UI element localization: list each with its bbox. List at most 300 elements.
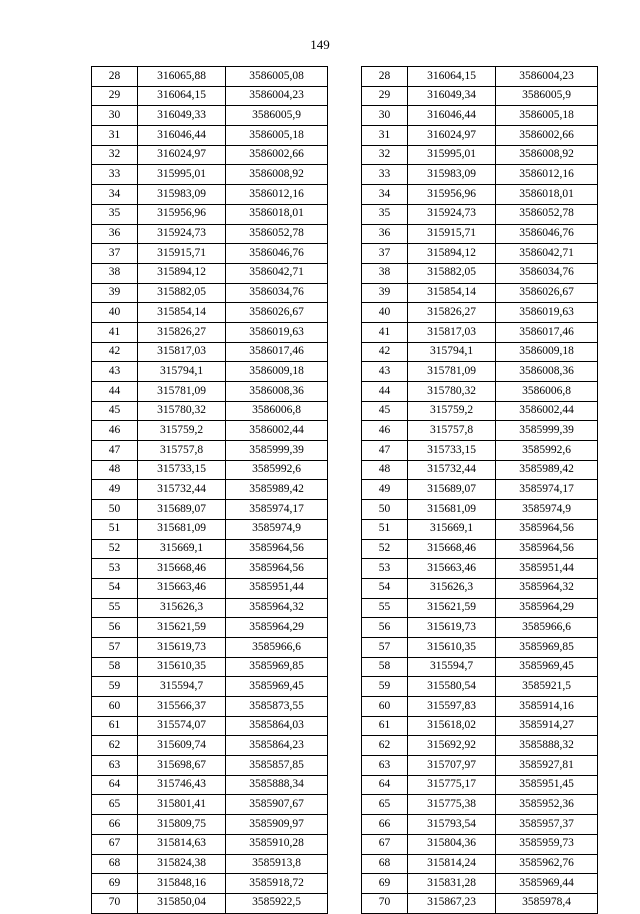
y-coordinate-cell: 3586004,23: [226, 86, 328, 106]
point-number-cell: 52: [92, 539, 138, 559]
y-coordinate-cell: 3586046,76: [496, 224, 598, 244]
x-coordinate-cell: 315689,07: [138, 500, 226, 520]
table-row: [362, 893, 598, 913]
point-number-cell: 50: [362, 500, 408, 520]
x-coordinate-cell: 315848,16: [138, 874, 226, 894]
table-row: [362, 756, 598, 776]
x-coordinate-cell: 315983,09: [138, 185, 226, 205]
point-number-cell: 59: [92, 677, 138, 697]
table-row: [92, 145, 328, 165]
x-coordinate-cell: 315689,07: [408, 480, 496, 500]
x-coordinate-cell: 315580,54: [408, 677, 496, 697]
x-coordinate-cell: 315609,74: [138, 736, 226, 756]
x-coordinate-cell: 315995,01: [138, 165, 226, 185]
point-number-cell: 55: [362, 598, 408, 618]
point-number-cell: 69: [92, 874, 138, 894]
y-coordinate-cell: 3586012,16: [226, 185, 328, 205]
point-number-cell: 41: [92, 322, 138, 342]
y-coordinate-cell: 3585857,85: [226, 756, 328, 776]
table-row: [362, 736, 598, 756]
y-coordinate-cell: 3586005,18: [226, 126, 328, 146]
point-number-cell: 48: [92, 460, 138, 480]
table-row: [362, 382, 598, 402]
y-coordinate-cell: 3586008,92: [226, 165, 328, 185]
point-number-cell: 65: [362, 795, 408, 815]
point-number-cell: 59: [362, 677, 408, 697]
point-number-cell: 46: [362, 421, 408, 441]
point-number-cell: 47: [92, 441, 138, 461]
table-row: [362, 185, 598, 205]
x-coordinate-cell: 315924,73: [138, 224, 226, 244]
x-coordinate-cell: 315831,28: [408, 874, 496, 894]
table-row: [92, 86, 328, 106]
point-number-cell: 67: [362, 834, 408, 854]
y-coordinate-cell: 3586002,44: [496, 401, 598, 421]
table-row: [92, 303, 328, 323]
y-coordinate-cell: 3586008,36: [496, 362, 598, 382]
point-number-cell: 33: [362, 165, 408, 185]
point-number-cell: 34: [92, 185, 138, 205]
x-coordinate-cell: 315759,2: [138, 421, 226, 441]
point-number-cell: 45: [362, 401, 408, 421]
table-row: [92, 362, 328, 382]
x-coordinate-cell: 316046,44: [138, 126, 226, 146]
y-coordinate-cell: 3586052,78: [226, 224, 328, 244]
point-number-cell: 47: [362, 441, 408, 461]
table-row: [362, 86, 598, 106]
table-row: [362, 480, 598, 500]
x-coordinate-cell: 315668,46: [408, 539, 496, 559]
table-row: [92, 736, 328, 756]
y-coordinate-cell: 3586009,18: [226, 362, 328, 382]
table-row: [92, 618, 328, 638]
point-number-cell: 64: [362, 775, 408, 795]
x-coordinate-cell: 315775,17: [408, 775, 496, 795]
x-coordinate-cell: 315621,59: [138, 618, 226, 638]
table-row: [92, 401, 328, 421]
page-number: 149: [310, 37, 330, 52]
point-number-cell: 45: [92, 401, 138, 421]
x-coordinate-cell: 315681,09: [408, 500, 496, 520]
y-coordinate-cell: 3585964,29: [496, 598, 598, 618]
point-number-cell: 29: [92, 86, 138, 106]
y-coordinate-cell: 3585951,45: [496, 775, 598, 795]
y-coordinate-cell: 3586002,44: [226, 421, 328, 441]
y-coordinate-cell: 3585964,56: [226, 559, 328, 579]
table-row: [92, 578, 328, 598]
y-coordinate-cell: 3585966,6: [226, 637, 328, 657]
point-number-cell: 68: [92, 854, 138, 874]
x-coordinate-cell: 315826,27: [138, 322, 226, 342]
x-coordinate-cell: 315757,8: [138, 441, 226, 461]
x-coordinate-cell: 315924,73: [408, 204, 496, 224]
point-number-cell: 48: [362, 460, 408, 480]
point-number-cell: 62: [362, 736, 408, 756]
x-coordinate-cell: 315775,38: [408, 795, 496, 815]
table-row: [362, 637, 598, 657]
table-row: [362, 145, 598, 165]
table-row: [92, 441, 328, 461]
y-coordinate-cell: 3585921,5: [496, 677, 598, 697]
table-row: [92, 539, 328, 559]
x-coordinate-cell: 315826,27: [408, 303, 496, 323]
x-coordinate-cell: 315894,12: [408, 244, 496, 264]
x-coordinate-cell: 315668,46: [138, 559, 226, 579]
x-coordinate-cell: 315956,96: [408, 185, 496, 205]
y-coordinate-cell: 3585962,76: [496, 854, 598, 874]
y-coordinate-cell: 3586005,18: [496, 106, 598, 126]
y-coordinate-cell: 3585999,39: [226, 441, 328, 461]
x-coordinate-cell: 315698,67: [138, 756, 226, 776]
table-row: [362, 263, 598, 283]
x-coordinate-cell: 315995,01: [408, 145, 496, 165]
y-coordinate-cell: 3585959,73: [496, 834, 598, 854]
table-row: [362, 204, 598, 224]
x-coordinate-cell: 315809,75: [138, 815, 226, 835]
point-number-cell: 31: [362, 126, 408, 146]
table-row: [92, 382, 328, 402]
y-coordinate-cell: 3586042,71: [496, 244, 598, 264]
x-coordinate-cell: 315894,12: [138, 263, 226, 283]
table-row: [92, 106, 328, 126]
x-coordinate-cell: 316049,34: [408, 86, 496, 106]
table-row: [92, 165, 328, 185]
table-row: [92, 854, 328, 874]
table-row: [92, 716, 328, 736]
table-row: [92, 185, 328, 205]
x-coordinate-cell: 315814,63: [138, 834, 226, 854]
point-number-cell: 31: [92, 126, 138, 146]
x-coordinate-cell: 316049,33: [138, 106, 226, 126]
point-number-cell: 53: [362, 559, 408, 579]
table-row: [362, 697, 598, 717]
y-coordinate-cell: 3585927,81: [496, 756, 598, 776]
x-coordinate-cell: 315619,73: [408, 618, 496, 638]
x-coordinate-cell: 315663,46: [138, 578, 226, 598]
table-row: [92, 657, 328, 677]
x-coordinate-cell: 315594,7: [138, 677, 226, 697]
x-coordinate-cell: 315732,44: [138, 480, 226, 500]
point-number-cell: 50: [92, 500, 138, 520]
point-number-cell: 34: [362, 185, 408, 205]
x-coordinate-cell: 315757,8: [408, 421, 496, 441]
y-coordinate-cell: 3585888,32: [496, 736, 598, 756]
coordinates-table-right: [361, 66, 598, 914]
point-number-cell: 49: [92, 480, 138, 500]
x-coordinate-cell: 315804,36: [408, 834, 496, 854]
y-coordinate-cell: 3586005,9: [226, 106, 328, 126]
table-row: [92, 775, 328, 795]
y-coordinate-cell: 3585914,27: [496, 716, 598, 736]
point-number-cell: 64: [92, 775, 138, 795]
point-number-cell: 32: [362, 145, 408, 165]
table-row: [362, 657, 598, 677]
x-coordinate-cell: 315626,3: [138, 598, 226, 618]
table-row: [92, 677, 328, 697]
table-row: [362, 559, 598, 579]
y-coordinate-cell: 3586019,63: [226, 322, 328, 342]
x-coordinate-cell: 315850,04: [138, 893, 226, 913]
point-number-cell: 43: [92, 362, 138, 382]
point-number-cell: 55: [92, 598, 138, 618]
y-coordinate-cell: 3585964,56: [496, 539, 598, 559]
y-coordinate-cell: 3586026,67: [226, 303, 328, 323]
y-coordinate-cell: 3585922,5: [226, 893, 328, 913]
point-number-cell: 40: [92, 303, 138, 323]
table-row: [362, 854, 598, 874]
y-coordinate-cell: 3586052,78: [496, 204, 598, 224]
y-coordinate-cell: 3585964,56: [496, 519, 598, 539]
x-coordinate-cell: 315882,05: [138, 283, 226, 303]
y-coordinate-cell: 3585888,34: [226, 775, 328, 795]
table-row: [92, 263, 328, 283]
table-row: [362, 303, 598, 323]
y-coordinate-cell: 3585964,56: [226, 539, 328, 559]
table-row: [362, 362, 598, 382]
point-number-cell: 66: [92, 815, 138, 835]
table-row: [92, 598, 328, 618]
table-row: [92, 126, 328, 146]
x-coordinate-cell: 316064,15: [138, 86, 226, 106]
y-coordinate-cell: 3586009,18: [496, 342, 598, 362]
y-coordinate-cell: 3585969,45: [226, 677, 328, 697]
y-coordinate-cell: 3586004,23: [496, 67, 598, 87]
x-coordinate-cell: 315733,15: [408, 441, 496, 461]
point-number-cell: 28: [92, 67, 138, 87]
point-number-cell: 30: [92, 106, 138, 126]
point-number-cell: 63: [92, 756, 138, 776]
table-row: [362, 677, 598, 697]
point-number-cell: 51: [362, 519, 408, 539]
table-row: [362, 401, 598, 421]
x-coordinate-cell: 315618,02: [408, 716, 496, 736]
x-coordinate-cell: 315597,83: [408, 697, 496, 717]
point-number-cell: 56: [92, 618, 138, 638]
table-row: [362, 815, 598, 835]
point-number-cell: 40: [362, 303, 408, 323]
y-coordinate-cell: 3585864,23: [226, 736, 328, 756]
y-coordinate-cell: 3586018,01: [226, 204, 328, 224]
y-coordinate-cell: 3586018,01: [496, 185, 598, 205]
point-number-cell: 28: [362, 67, 408, 87]
table-row: [362, 578, 598, 598]
table-row: [92, 559, 328, 579]
point-number-cell: 60: [362, 697, 408, 717]
x-coordinate-cell: 316024,97: [408, 126, 496, 146]
y-coordinate-cell: 3586006,8: [496, 382, 598, 402]
point-number-cell: 33: [92, 165, 138, 185]
table-row: [362, 342, 598, 362]
table-row: [92, 204, 328, 224]
y-coordinate-cell: 3586005,08: [226, 67, 328, 87]
point-number-cell: 35: [362, 204, 408, 224]
x-coordinate-cell: 315814,24: [408, 854, 496, 874]
x-coordinate-cell: 316024,97: [138, 145, 226, 165]
y-coordinate-cell: 3585969,85: [496, 637, 598, 657]
point-number-cell: 44: [362, 382, 408, 402]
table-row: [362, 874, 598, 894]
y-coordinate-cell: 3585951,44: [496, 559, 598, 579]
point-number-cell: 49: [362, 480, 408, 500]
point-number-cell: 60: [92, 697, 138, 717]
table-row: [362, 224, 598, 244]
y-coordinate-cell: 3586046,76: [226, 244, 328, 264]
point-number-cell: 30: [362, 106, 408, 126]
table-row: [362, 244, 598, 264]
table-row: [362, 519, 598, 539]
y-coordinate-cell: 3585957,37: [496, 815, 598, 835]
point-number-cell: 70: [92, 893, 138, 913]
table-row: [362, 441, 598, 461]
x-coordinate-cell: 315619,73: [138, 637, 226, 657]
table-row: [92, 756, 328, 776]
y-coordinate-cell: 3585964,32: [496, 578, 598, 598]
table-row: [92, 460, 328, 480]
point-number-cell: 42: [362, 342, 408, 362]
x-coordinate-cell: 315794,1: [138, 362, 226, 382]
x-coordinate-cell: 315610,35: [408, 637, 496, 657]
x-coordinate-cell: 315759,2: [408, 401, 496, 421]
point-number-cell: 42: [92, 342, 138, 362]
x-coordinate-cell: 315854,14: [138, 303, 226, 323]
table-row: [362, 775, 598, 795]
y-coordinate-cell: 3585964,29: [226, 618, 328, 638]
y-coordinate-cell: 3585974,17: [496, 480, 598, 500]
x-coordinate-cell: 315594,7: [408, 657, 496, 677]
table-row: [92, 480, 328, 500]
x-coordinate-cell: 315681,09: [138, 519, 226, 539]
table-row: [362, 67, 598, 87]
point-number-cell: 62: [92, 736, 138, 756]
table-row: [362, 322, 598, 342]
x-coordinate-cell: 315956,96: [138, 204, 226, 224]
table-row: [362, 795, 598, 815]
table-row: [92, 519, 328, 539]
x-coordinate-cell: 316046,44: [408, 106, 496, 126]
point-number-cell: 38: [362, 263, 408, 283]
table-row: [92, 244, 328, 264]
x-coordinate-cell: 315817,03: [408, 322, 496, 342]
y-coordinate-cell: 3585913,8: [226, 854, 328, 874]
table-row: [92, 322, 328, 342]
y-coordinate-cell: 3585964,32: [226, 598, 328, 618]
table-row: [362, 618, 598, 638]
table-row: [92, 893, 328, 913]
y-coordinate-cell: 3585966,6: [496, 618, 598, 638]
point-number-cell: 32: [92, 145, 138, 165]
point-number-cell: 52: [362, 539, 408, 559]
x-coordinate-cell: 315801,41: [138, 795, 226, 815]
coordinates-table-left: [91, 66, 328, 914]
table-row: [362, 460, 598, 480]
point-number-cell: 69: [362, 874, 408, 894]
y-coordinate-cell: 3586002,66: [226, 145, 328, 165]
point-number-cell: 70: [362, 893, 408, 913]
point-number-cell: 37: [92, 244, 138, 264]
y-coordinate-cell: 3586008,92: [496, 145, 598, 165]
table-row: [92, 637, 328, 657]
x-coordinate-cell: 315732,44: [408, 460, 496, 480]
point-number-cell: 54: [92, 578, 138, 598]
table-row: [92, 283, 328, 303]
table-row: [362, 165, 598, 185]
y-coordinate-cell: 3585974,9: [496, 500, 598, 520]
x-coordinate-cell: 315983,09: [408, 165, 496, 185]
y-coordinate-cell: 3585914,16: [496, 697, 598, 717]
y-coordinate-cell: 3586019,63: [496, 303, 598, 323]
point-number-cell: 36: [92, 224, 138, 244]
y-coordinate-cell: 3586034,76: [496, 263, 598, 283]
y-coordinate-cell: 3585910,28: [226, 834, 328, 854]
table-row: [92, 874, 328, 894]
x-coordinate-cell: 315780,32: [408, 382, 496, 402]
table-row: [92, 67, 328, 87]
y-coordinate-cell: 3585969,45: [496, 657, 598, 677]
x-coordinate-cell: 315915,71: [408, 224, 496, 244]
point-number-cell: 51: [92, 519, 138, 539]
point-number-cell: 61: [92, 716, 138, 736]
table-row: [362, 106, 598, 126]
point-number-cell: 44: [92, 382, 138, 402]
point-number-cell: 61: [362, 716, 408, 736]
y-coordinate-cell: 3585999,39: [496, 421, 598, 441]
point-number-cell: 38: [92, 263, 138, 283]
y-coordinate-cell: 3585969,85: [226, 657, 328, 677]
x-coordinate-cell: 315621,59: [408, 598, 496, 618]
y-coordinate-cell: 3586006,8: [226, 401, 328, 421]
point-number-cell: 53: [92, 559, 138, 579]
y-coordinate-cell: 3585989,42: [496, 460, 598, 480]
point-number-cell: 58: [92, 657, 138, 677]
y-coordinate-cell: 3585873,55: [226, 697, 328, 717]
table-row: [92, 224, 328, 244]
table-row: [362, 283, 598, 303]
point-number-cell: 39: [92, 283, 138, 303]
table-row: [362, 500, 598, 520]
x-coordinate-cell: 315793,54: [408, 815, 496, 835]
point-number-cell: 35: [92, 204, 138, 224]
y-coordinate-cell: 3585974,9: [226, 519, 328, 539]
table-row: [92, 795, 328, 815]
point-number-cell: 57: [92, 637, 138, 657]
y-coordinate-cell: 3586017,46: [496, 322, 598, 342]
x-coordinate-cell: 315663,46: [408, 559, 496, 579]
y-coordinate-cell: 3586002,66: [496, 126, 598, 146]
y-coordinate-cell: 3585918,72: [226, 874, 328, 894]
x-coordinate-cell: 315669,1: [408, 519, 496, 539]
x-coordinate-cell: 315574,07: [138, 716, 226, 736]
table-row: [92, 342, 328, 362]
x-coordinate-cell: 315882,05: [408, 263, 496, 283]
point-number-cell: 67: [92, 834, 138, 854]
table-row: [362, 598, 598, 618]
y-coordinate-cell: 3586042,71: [226, 263, 328, 283]
y-coordinate-cell: 3586017,46: [226, 342, 328, 362]
y-coordinate-cell: 3586026,67: [496, 283, 598, 303]
point-number-cell: 39: [362, 283, 408, 303]
x-coordinate-cell: 315707,97: [408, 756, 496, 776]
table-row: [92, 421, 328, 441]
point-number-cell: 65: [92, 795, 138, 815]
x-coordinate-cell: 315781,09: [138, 382, 226, 402]
table-row: [362, 539, 598, 559]
x-coordinate-cell: 315692,92: [408, 736, 496, 756]
table-row: [362, 834, 598, 854]
y-coordinate-cell: 3586005,9: [496, 86, 598, 106]
x-coordinate-cell: 315867,23: [408, 893, 496, 913]
point-number-cell: 56: [362, 618, 408, 638]
point-number-cell: 29: [362, 86, 408, 106]
